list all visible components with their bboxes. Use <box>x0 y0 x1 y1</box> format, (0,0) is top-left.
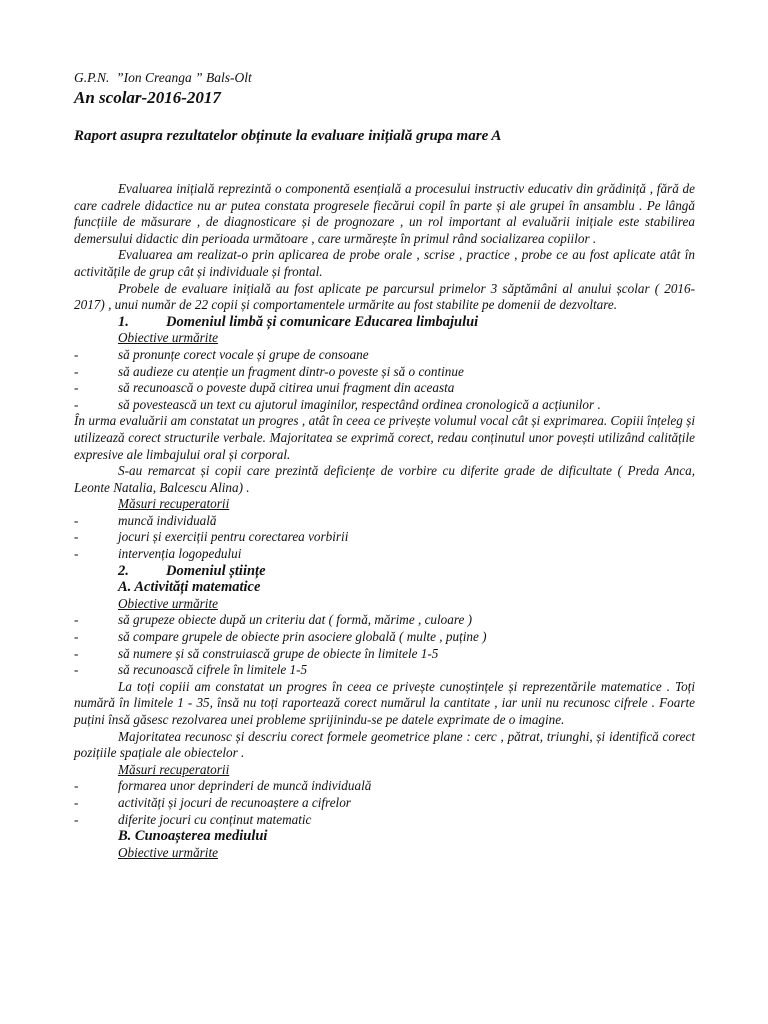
report-title: Raport asupra rezultatelor obținute la evaluare inițială grupa mare A <box>74 128 502 144</box>
intro-paragraph-3: Probele de evaluare inițială au fost aplicate pe parcursul primelor 3 săptămâni al anului școlar ( 2016-2017) , unui număr de 22 copii și comportamentele urmărite au fost stabilite pe domenii de dezvoltare. <box>74 280 695 313</box>
section-1-objectives-label: Obiective urmărite <box>118 330 218 346</box>
section-2-title: Domeniul științe <box>166 562 266 579</box>
section-1-title: Domeniul limbă și comunicare Educarea limbajului <box>166 313 479 330</box>
list-item: - diferite jocuri cu conținut matematic <box>74 811 312 827</box>
list-item: - muncă individuală <box>74 512 217 528</box>
section-2-heading <box>74 563 695 580</box>
section-2a-measures-label: Măsuri recuperatorii <box>118 761 230 777</box>
school-year: An scolar-2016-2017 <box>74 88 221 107</box>
section-1-heading <box>74 314 695 331</box>
list-item: - să compare grupele de obiecte prin asociere globală ( multe , puține ) <box>74 629 487 645</box>
list-item: - jocuri și exerciții pentru corectarea vorbirii <box>74 529 349 545</box>
list-item: - să recunoască o poveste după citirea unui fragment din aceasta <box>74 380 455 396</box>
section-2a-objectives-label: Obiective urmărite <box>118 595 218 611</box>
intro-paragraph-2: Evaluarea am realizat-o prin aplicarea de probe orale , scrise , practice , probe ce au fost aplicate atât în activitățile de grup cât și individuale și frontal. <box>74 247 695 279</box>
section-1-number: 1. <box>118 313 129 330</box>
organization-line: G.P.N. ”Ion Creanga ” Bals-Olt <box>74 70 252 85</box>
list-item: - să recunoască cifrele în limitele 1-5 <box>74 662 308 678</box>
intro-paragraph-1: Evaluarea inițială reprezintă o componentă esențială a procesului instructiv educativ din grădiniță , fără de care cadrele didactice nu ar putea constata progresele fiecărui copil în parte și ale grupei în ansamblu . Pe lângă funcțiile de măsurare , de diagnosticare și de prognozare , un rol important al evaluării inițiale este stabilirea demersului didactic din perioada următoare , care urmărește în primul rând socializarea copiilor . <box>74 181 695 246</box>
list-item: - activități și jocuri de recunoaștere a cifrelor <box>74 794 351 810</box>
section-2-number: 2. <box>118 562 129 579</box>
section-1-paragraph-1: În urma evaluării am constatat un progres , atât în ceea ce privește volumul vocal cât și exprimarea. Copiii înțeleg și utilizează corect structurile verbale. Majoritatea se exprimă corect, redau conținutul unor povești utilizând calitățile expresive ale limbajului oral și corporal. <box>74 413 695 462</box>
section-2b-objectives-label: Obiective urmărite <box>118 844 218 860</box>
list-item: - să grupeze obiecte după un criteriu dat ( formă, mărime , culoare ) <box>74 612 473 628</box>
section-1-measures-label: Măsuri recuperatorii <box>118 496 230 512</box>
section-2b-title: B. Cunoașterea mediului <box>118 828 268 845</box>
list-item: - să numere și să construiască grupe de obiecte în limitele 1-5 <box>74 645 439 661</box>
report-body <box>74 181 695 861</box>
section-1-paragraph-2: S-au remarcat și copii care prezintă deficiențe de vorbire cu diferite grade de dificultate ( Preda Anca, Leonte Natalia, Balcescu Alina) . <box>74 463 695 495</box>
section-2a-paragraph-2: Majoritatea recunosc și descriu corect formele geometrice plane : cerc , pătrat, triunghi, și identifică corect pozițiile spațiale ale obiectelor . <box>74 728 695 761</box>
list-item: - intervenția logopedului <box>74 546 242 562</box>
section-2a-paragraph-1: La toți copiii am constatat un progres în ceea ce privește cunoștințele și reprezentările matematice . Toți numără în limitele 1 - 35, însă nu toți raportează corect numărul la cantitate , iar unii nu recunosc cifrele . Foarte puțini însă găsesc rezolvarea unei probleme sprijinindu-se pe datele exprimate de o imagine. <box>74 678 695 727</box>
list-item: - să povestească un text cu ajutorul imaginilor, respectând ordinea cronologică a acțiunilor . <box>74 396 601 412</box>
list-item: - formarea unor deprinderi de muncă individuală <box>74 778 372 794</box>
list-item: - să pronunțe corect vocale și grupe de consoane <box>74 346 369 362</box>
list-item: - să audieze cu atenție un fragment dintr-o poveste și să o continue <box>74 363 464 379</box>
section-2a-title: A. Activități matematice <box>118 579 261 596</box>
